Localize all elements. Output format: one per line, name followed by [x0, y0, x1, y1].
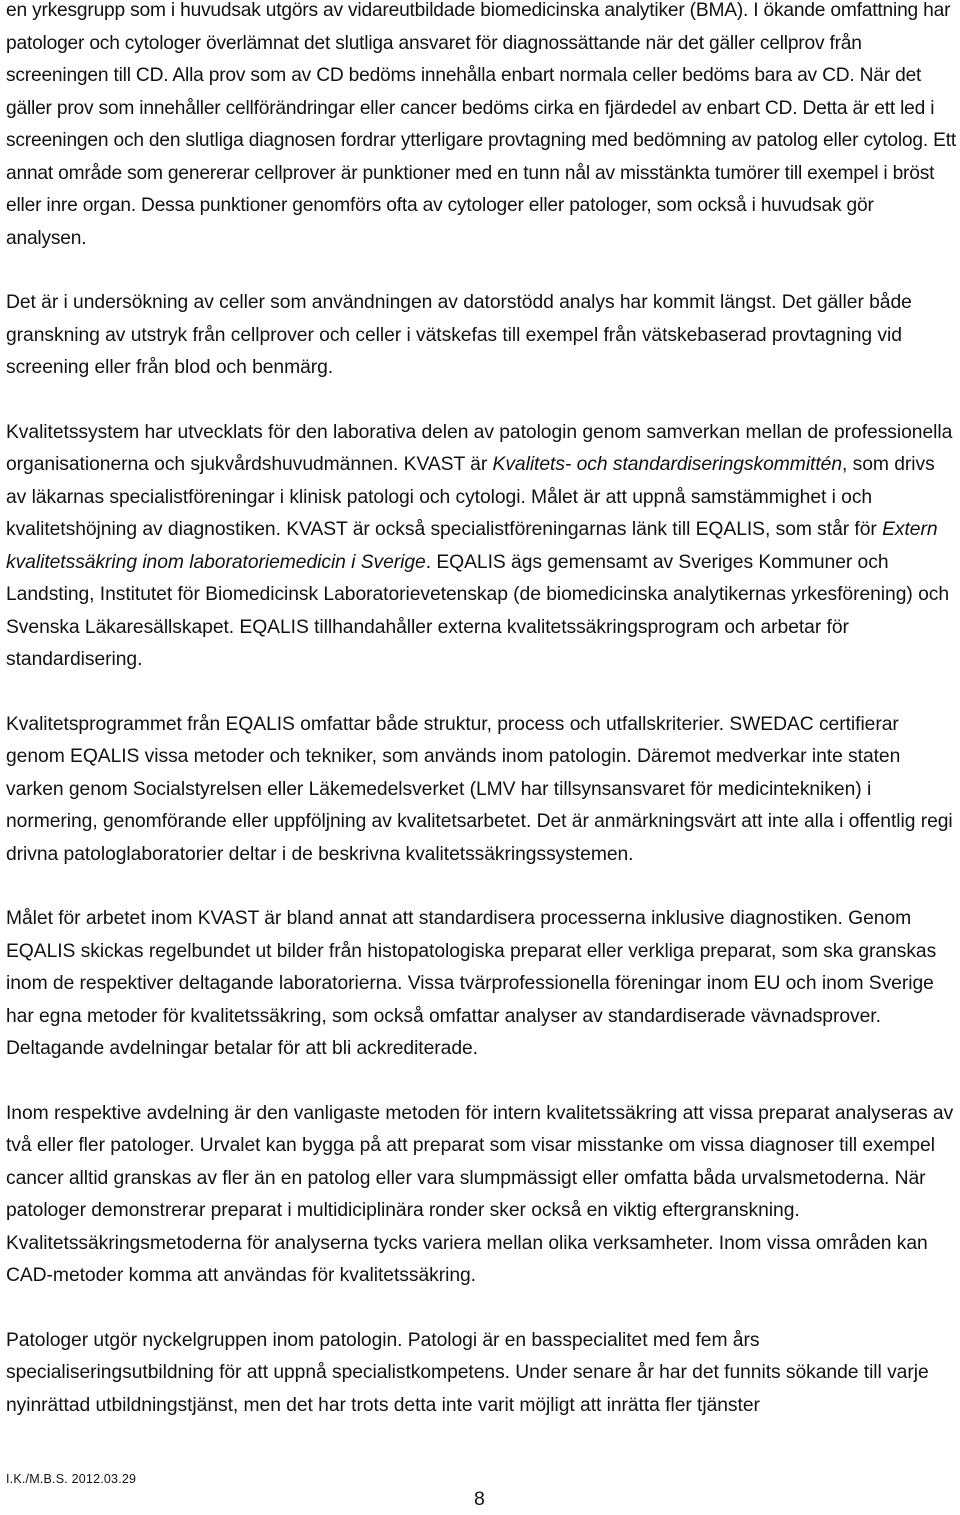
paragraph-text: Kvalitetsprogrammet från EQALIS omfattar både struktur, process och utfallskriterier. SWEDAC certifierar genom EQALIS vissa metoder och tekniker, som används inom patologin. Däremot medverkar inte staten varken genom Socialstyrelsen eller Läkemedelsverket (LMV har tillsynsansvaret för medicintekniken) i normering, genomförande eller uppföljning av kvalitetsarbetet. Det är anmärkningsvärt att inte alla i offentlig regi drivna patologlaboratorier deltar i de beskrivna kvalitetssäkringssystemen. — [6, 713, 953, 865]
page-number: 8 — [474, 1488, 485, 1510]
paragraph-italic-text: Kvalitets- och standardiseringskommittén — [492, 454, 843, 475]
paragraph — [6, 709, 956, 872]
paragraph — [6, 417, 956, 677]
paragraph-text: , som drivs av läkarnas specialistföreningar i klinisk patologi och cytologi. Målet är att uppnå samstämmighet i och kvalitetshöjning av diagnostiken. KVAST är också specialistföreningarnas länk till EQALIS, som står för — [6, 454, 935, 540]
paragraph — [6, 1325, 956, 1423]
paragraph — [6, 903, 956, 1066]
paragraph-text: Det är i undersökning av celler som användningen av datorstödd analys har kommit längst. Det gäller både granskning av utstryk från cellprover och celler i vätskefas till exempel från vätskebaserad provtagning vid screening eller från blod och benmärg. — [6, 292, 912, 378]
paragraph — [6, 287, 956, 385]
paragraph-text: en yrkesgrupp som i huvudsak utgörs av vidareutbildade biomedicinska analytiker (BMA). I ökande omfattning har patologer och cytologer överlämnat det slutliga ansvaret för diagnossättande när det gäller cellprov från screeningen till CD. Alla prov som av CD bedöms innehålla enbart normala celler bedöms bara av CD. När det gäller prov som innehåller cellförändringar eller cancer bedöms cirka en fjärdedel av enbart CD. Detta är ett led i screeningen och den slutliga diagnosen fordrar ytterligare provtagning med bedömning av patolog eller cytolog. Ett annat område som genererar cellprover är punktioner med en tunn nål av misstänkta tumörer till exempel i bröst eller inre organ. Dessa punktioner genomförs ofta av cytologer eller patologer, som också i huvudsak gör analysen. — [6, 0, 956, 249]
paragraph-text: . EQALIS ägs gemensamt av Sveriges Kommuner och Landsting, Institutet för Biomedicinsk Laboratorievetenskap (de biomedicinska analytikernas yrkesförening) och Svenska Läkaresällskapet. EQALIS tillhandahåller externa kvalitetssäkringsprogram och arbetar för standardisering. — [6, 551, 950, 670]
paragraph-text: Kvalitetssystem har utvecklats för den laborativa delen av patologin genom samverkan mellan de professionella organisationerna och sjukvårdshuvudmännen. KVAST är — [6, 421, 953, 475]
paragraph-text: Inom respektive avdelning är den vanligaste metoden för intern kvalitetssäkring att vissa preparat analyseras av två eller fler patologer. Urvalet kan bygga på att preparat som visar misstanke om vissa diagnoser till exempel cancer alltid granskas av fler än en patolog eller vara slumpmässigt eller omfatta båda urvalsmetoderna. När patologer demonstrerar preparat i multidiciplinära ronder sker också en viktig eftergranskning. Kvalitetssäkringsmetoderna för analyserna tycks variera mellan olika verksamheter. Inom vissa områden kan CAD-metoder komma att användas för kvalitetssäkring. — [6, 1102, 954, 1286]
paragraph — [6, 0, 956, 255]
paragraph-text: Patologer utgör nyckelgruppen inom patologin. Patologi är en basspecialitet med fem års specialiseringsutbildning för att uppnå specialistkompetens. Under senare år har det funnits sökande till varje nyinrättad utbildningstjänst, men det har trots detta inte varit möjligt att inrätta fler tjänster — [6, 1329, 929, 1416]
paragraph — [6, 1098, 956, 1293]
paragraph-italic-text: Extern kvalitetssäkring inom laboratoriemedicin i Sverige — [6, 519, 938, 573]
paragraph-text: Målet för arbetet inom KVAST är bland annat att standardisera processerna inklusive diagnostiken. Genom EQALIS skickas regelbundet ut bilder från histopatologiska preparat eller verkliga preparat, som ska granskas inom de respektiver deltagande laboratorierna. Vissa tvärprofessionella föreningar inom EU och inom Sverige har egna metoder för kvalitetssäkring, som också omfattar analyser av standardiserade vävnadsprover. Deltagande avdelningar betalar för att bli ackrediterade. — [6, 908, 937, 1059]
document-body — [6, 0, 956, 1422]
footer-identifier: I.K./M.B.S. 2012.03.29 — [6, 1472, 137, 1486]
